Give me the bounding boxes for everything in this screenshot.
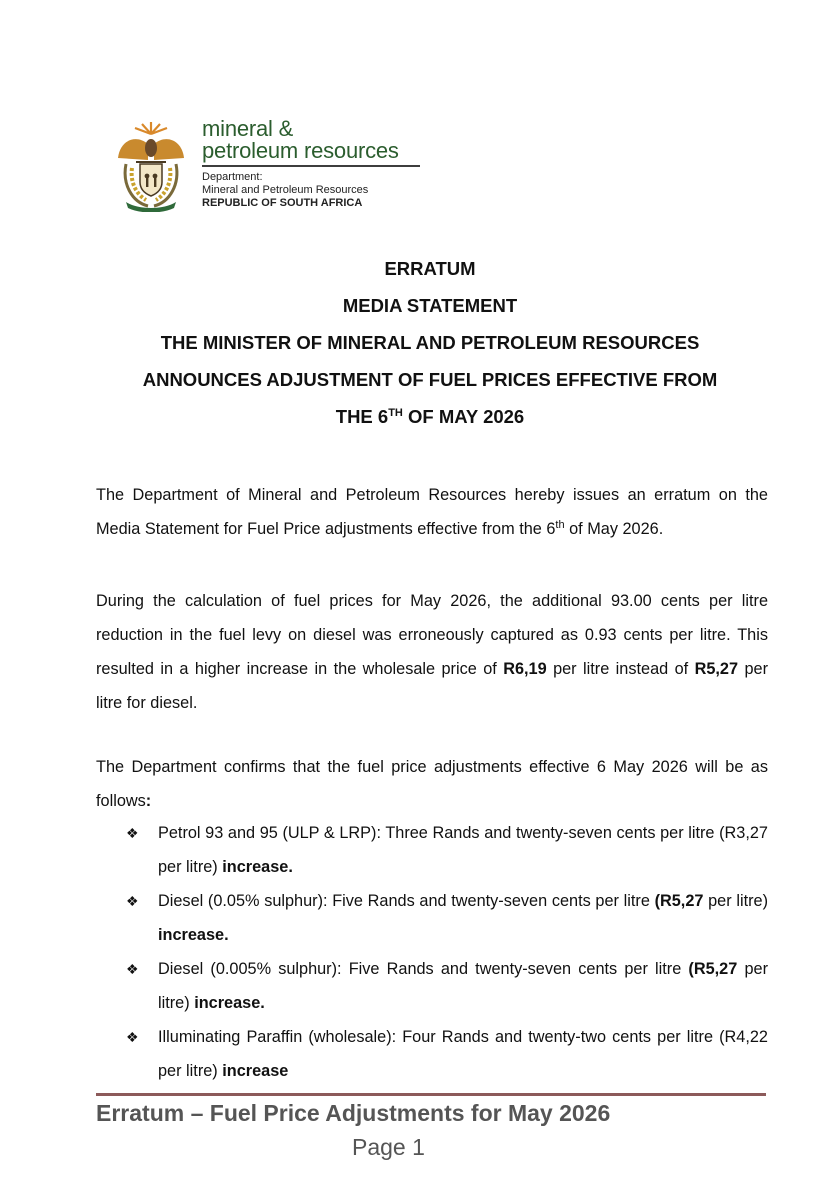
bullet-increase: increase. (222, 858, 293, 876)
p2-text-end: per litre for diesel. (96, 660, 768, 712)
statement-headings (60, 254, 800, 439)
heading-media-statement: MEDIA STATEMENT (342, 295, 518, 316)
p2-text: During the calculation of fuel prices for May 2026, the additional 93.00 cents per litre reduction in the fuel levy on diesel was erroneously captured as 0.93 cents per litre. This resulted in a higher increase in the wholesale price of (96, 592, 768, 678)
department-logo (112, 118, 422, 210)
list-item (96, 884, 768, 952)
bullet-increase: increase. (194, 994, 265, 1012)
list-item (96, 1020, 768, 1088)
bullet-text: Petrol 93 and 95 (ULP & LRP): Three Rands and twenty-seven cents per litre (R3,27 per litre) (158, 824, 768, 876)
coat-of-arms-icon (112, 120, 190, 212)
heading-announces: ANNOUNCES ADJUSTMENT OF FUEL PRICES EFFECTIVE FROM (142, 369, 718, 390)
department-label: Department: (202, 171, 263, 183)
heading-minister: THE MINISTER OF MINERAL AND PETROLEUM RESOURCES (160, 332, 700, 353)
department-wordmark (202, 118, 432, 210)
p3-text: The Department confirms that the fuel price adjustments effective 6 May 2026 will be as follows (96, 758, 768, 810)
heading-date-sup: TH (388, 407, 403, 419)
page-number: Page 1 (352, 1134, 425, 1160)
bullet-increase: increase (222, 1062, 289, 1080)
bullet-text: Diesel (0.05% sulphur): Five Rands and twenty-seven cents per litre (158, 892, 655, 910)
p3-colon: : (145, 792, 152, 810)
paragraph-erratum-intro (96, 478, 768, 546)
paragraph-calculation-error (96, 584, 768, 720)
list-item (96, 952, 768, 1020)
p1-sup: th (555, 519, 565, 531)
p1-text-end: of May 2026. (564, 520, 664, 538)
bullet-price: (R5,27 (688, 960, 738, 978)
p2-correct-price: R5,27 (694, 660, 739, 678)
p2-wrong-price: R6,19 (503, 660, 547, 678)
bullet-text: Diesel (0.005% sulphur): Five Rands and twenty-seven cents per litre (158, 960, 689, 978)
wordmark-line-2: petroleum resources (202, 138, 399, 163)
p2-text-mid: per litre instead of (546, 660, 695, 678)
heading-date-post: OF MAY 2026 (402, 406, 525, 427)
list-item (96, 816, 768, 884)
heading-erratum: ERRATUM (384, 258, 476, 279)
p1-text: The Department of Mineral and Petroleum Resources hereby issues an erratum on the Media Statement for Fuel Price adjustments effective from the 6 (96, 486, 768, 538)
heading-date (60, 402, 800, 439)
wordmark-divider (202, 165, 420, 167)
bullet-unit: per litre) (158, 960, 768, 1012)
heading-date-pre: THE 6 (335, 406, 389, 427)
footer-title: Erratum – Fuel Price Adjustments for May 2026 (96, 1100, 611, 1126)
diamond-bullet-icon: ❖ (126, 893, 139, 909)
country-name: REPUBLIC OF SOUTH AFRICA (202, 197, 363, 209)
diamond-bullet-icon: ❖ (126, 1029, 139, 1045)
bullet-price: (R5,27 (654, 892, 704, 910)
diamond-bullet-icon: ❖ (126, 961, 139, 977)
diamond-bullet-icon: ❖ (126, 825, 139, 841)
price-adjustment-list (96, 816, 768, 1088)
footer-divider (96, 1093, 766, 1096)
bullet-unit: per litre) (703, 892, 768, 910)
wordmark-line-1: mineral & (202, 116, 294, 141)
bullet-increase: increase. (158, 926, 229, 944)
paragraph-confirmation (96, 750, 768, 818)
bullet-text: Illuminating Paraffin (wholesale): Four Rands and twenty-two cents per litre (R4,22 per litre) (158, 1028, 768, 1080)
department-name: Mineral and Petroleum Resources (202, 184, 369, 196)
